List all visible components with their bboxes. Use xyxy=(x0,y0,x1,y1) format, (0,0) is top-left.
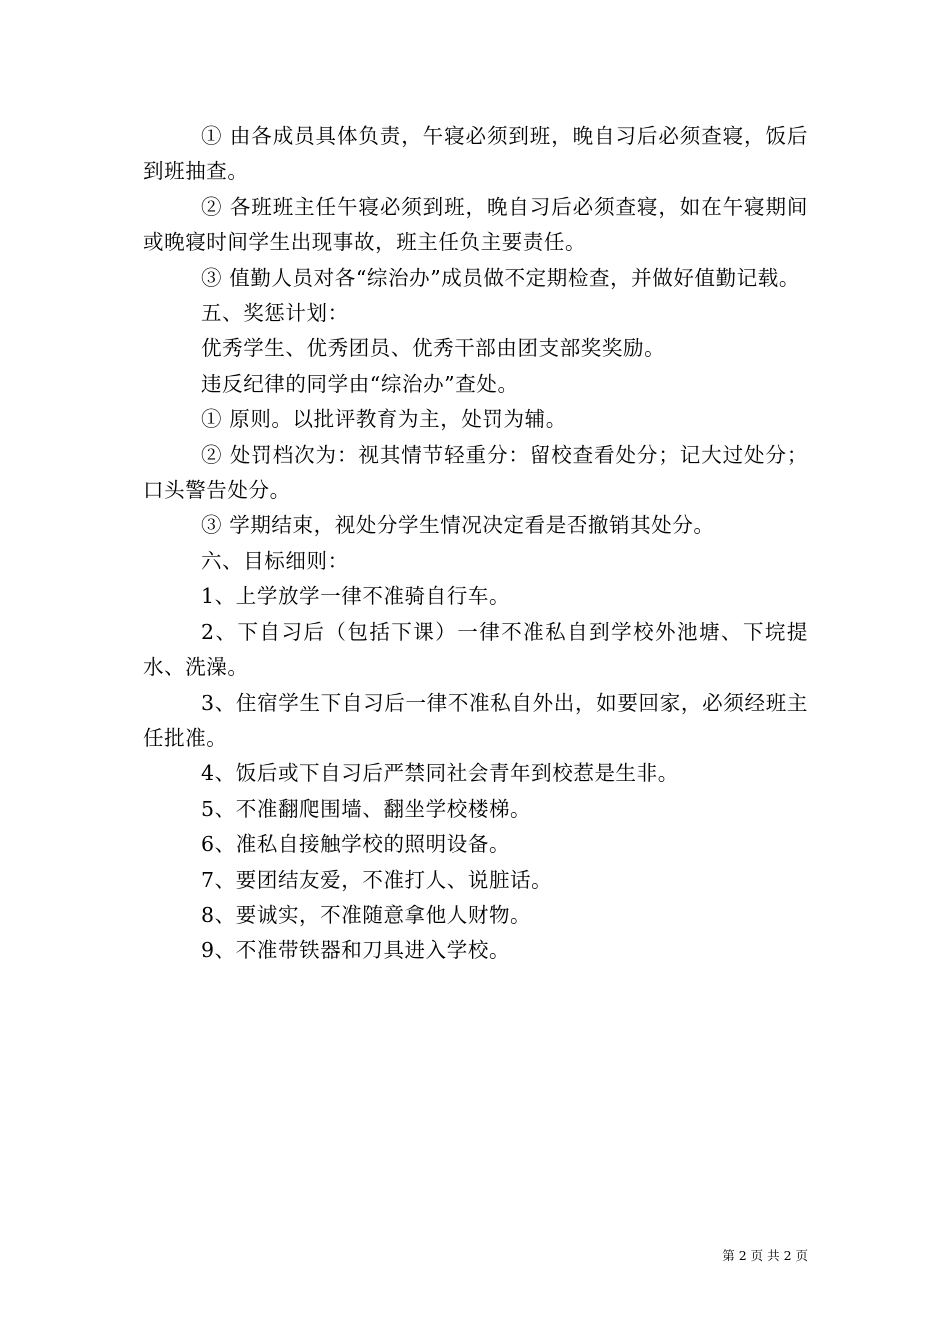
document-body xyxy=(143,119,808,969)
paragraph-duty-inspection: ③ 值勤人员对各“综治办”成员做不定期检查，并做好值勤记载。 xyxy=(201,265,800,290)
paragraph-duty-members: ① 由各成员具体负责，午寝必须到班，晚自习后必须查寝，饭后到班抽查。 xyxy=(143,124,808,184)
rule-item-5: 5、不准翻爬围墙、翻坐学校楼梯。 xyxy=(201,796,532,821)
section-heading-rewards: 五、奖惩计划： xyxy=(201,301,349,326)
rule-item-4: 4、饭后或下自习后严禁同社会青年到校惹是生非。 xyxy=(201,761,679,786)
paragraph-class-teacher: ② 各班班主任午寝必须到班，晚自习后必须查寝，如在午寝期间或晚寝时间学生出现事故，班主任负主要责任。 xyxy=(143,194,808,255)
rule-item-9: 9、不准带铁器和刀具进入学校。 xyxy=(201,938,511,963)
page-number-footer: 第 2 页 共 2 页 xyxy=(722,1248,808,1263)
rule-item-7: 7、要团结友爱，不准打人、说脏话。 xyxy=(201,867,553,892)
paragraph-penalty-levels: ② 处罚档次为：视其情节轻重分：留校查看处分；记大过处分；口头警告处分。 xyxy=(143,442,808,503)
section-heading-rules: 六、目标细则： xyxy=(201,548,349,573)
paragraph-rewards: 优秀学生、优秀团员、优秀干部由团支部奖奖励。 xyxy=(201,336,666,361)
paragraph-discipline: 违反纪律的同学由“综治办”查处。 xyxy=(201,371,519,396)
rule-item-8: 8、要诚实，不准随意拿他人财物。 xyxy=(201,902,532,927)
rule-item-6: 6、准私自接触学校的照明设备。 xyxy=(201,832,511,857)
rule-item-2: 2、下自习后（包括下课）一律不准私自到学校外池塘、下垸提水、洗澡。 xyxy=(143,619,808,680)
rule-item-1: 1、上学放学一律不准骑自行车。 xyxy=(201,584,511,609)
paragraph-term-end: ③ 学期结束，视处分学生情况决定看是否撤销其处分。 xyxy=(201,513,715,538)
paragraph-principle: ① 原则。以批评教育为主，处罚为辅。 xyxy=(201,407,567,432)
rule-item-3: 3、住宿学生下自习后一律不准私自外出，如要回家，必须经班主任批准。 xyxy=(143,690,808,750)
